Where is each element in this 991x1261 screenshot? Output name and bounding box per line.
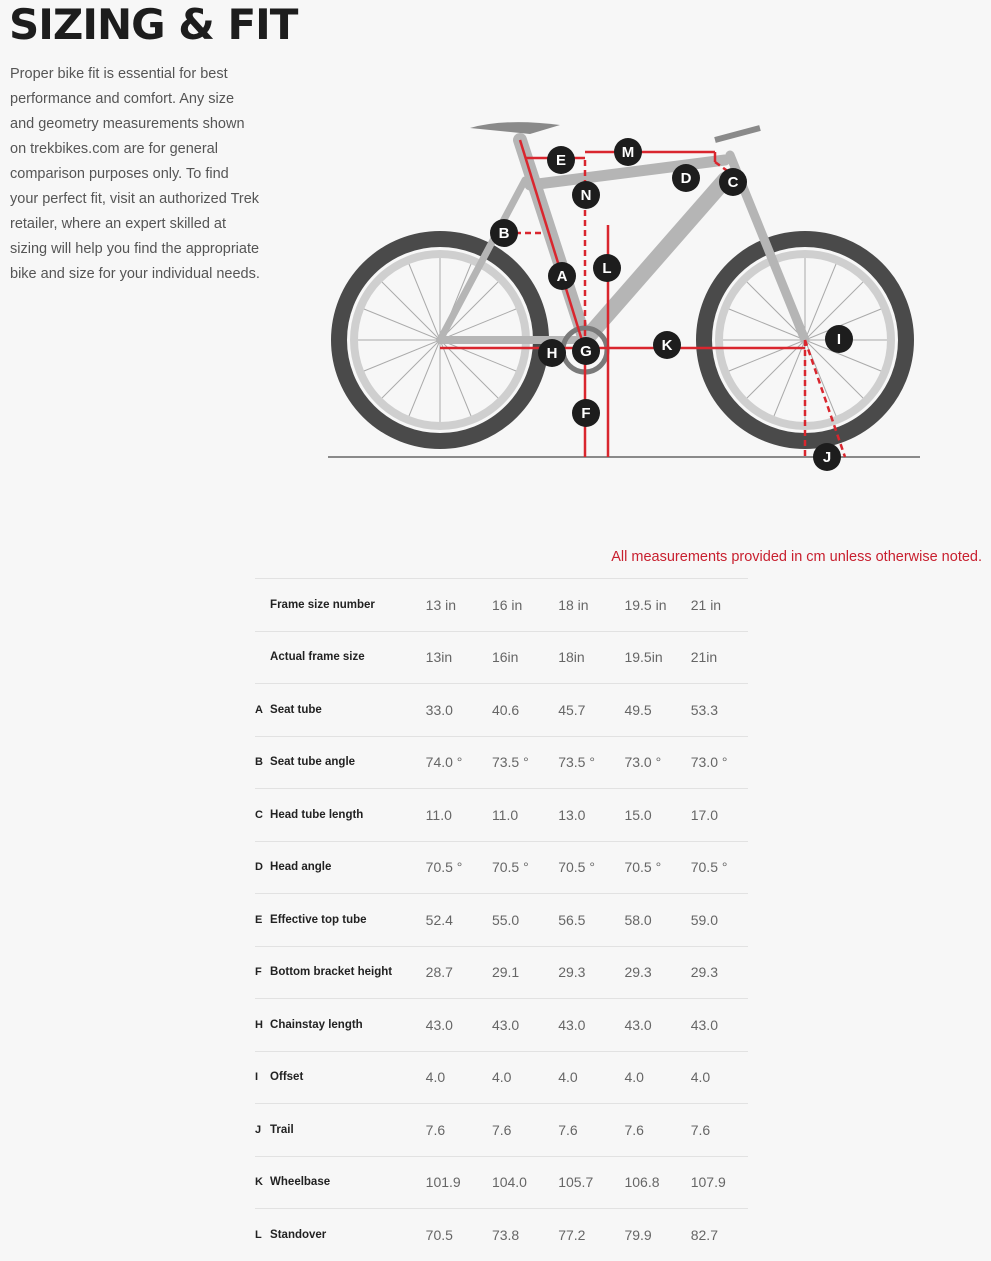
svg-text:B: B bbox=[498, 225, 510, 242]
geometry-value: 45.7 bbox=[558, 684, 624, 737]
geometry-label: Effective top tube bbox=[270, 894, 426, 947]
geometry-value: 105.7 bbox=[558, 1156, 624, 1209]
marker-l bbox=[593, 254, 621, 282]
geometry-value: 7.6 bbox=[558, 1104, 624, 1157]
geometry-value: 70.5 ° bbox=[691, 841, 748, 894]
geometry-label: Offset bbox=[270, 1051, 426, 1104]
geometry-value: 29.3 bbox=[558, 946, 624, 999]
page-title: SIZING & FIT bbox=[9, 0, 298, 49]
marker-e bbox=[547, 146, 575, 174]
geometry-value: 70.5 ° bbox=[558, 841, 624, 894]
geometry-letter: E bbox=[255, 894, 270, 947]
geometry-value: 77.2 bbox=[558, 1209, 624, 1261]
geometry-letter: H bbox=[255, 999, 270, 1052]
marker-k bbox=[653, 331, 681, 359]
geometry-value: 43.0 bbox=[426, 999, 492, 1052]
geometry-value: 73.0 ° bbox=[691, 736, 748, 789]
geometry-value: 59.0 bbox=[691, 894, 748, 947]
geometry-value: 106.8 bbox=[624, 1156, 690, 1209]
saddle bbox=[470, 122, 560, 134]
geometry-value: 73.0 ° bbox=[624, 736, 690, 789]
geometry-value: 53.3 bbox=[691, 684, 748, 737]
geometry-row bbox=[255, 946, 748, 999]
svg-text:J: J bbox=[822, 449, 832, 466]
geometry-value: 33.0 bbox=[426, 684, 492, 737]
geometry-letter: A bbox=[255, 684, 270, 737]
geometry-letter: C bbox=[255, 789, 270, 842]
geometry-value: 73.5 ° bbox=[492, 736, 558, 789]
geometry-value: 11.0 bbox=[426, 789, 492, 842]
marker-m bbox=[614, 138, 642, 166]
geometry-row bbox=[255, 736, 748, 789]
geometry-letter: I bbox=[255, 1051, 270, 1104]
geometry-row bbox=[255, 1051, 748, 1104]
geometry-value: 104.0 bbox=[492, 1156, 558, 1209]
marker-a bbox=[548, 262, 576, 290]
geometry-label: Actual frame size bbox=[270, 631, 426, 684]
geometry-value: 43.0 bbox=[624, 999, 690, 1052]
geometry-value: 70.5 ° bbox=[624, 841, 690, 894]
geometry-value: 21 in bbox=[691, 579, 748, 632]
geometry-value: 28.7 bbox=[426, 946, 492, 999]
geometry-letter: F bbox=[255, 946, 270, 999]
geometry-value: 43.0 bbox=[558, 999, 624, 1052]
geometry-value: 70.5 bbox=[426, 1209, 492, 1261]
geometry-value: 40.6 bbox=[492, 684, 558, 737]
geometry-letter bbox=[255, 579, 270, 632]
marker-j bbox=[813, 443, 841, 471]
svg-text:F: F bbox=[581, 405, 591, 422]
marker-i bbox=[825, 325, 853, 353]
svg-text:A: A bbox=[556, 268, 568, 285]
geometry-value: 70.5 ° bbox=[426, 841, 492, 894]
svg-text:D: D bbox=[680, 170, 692, 187]
geometry-value: 101.9 bbox=[426, 1156, 492, 1209]
svg-text:I: I bbox=[836, 331, 842, 348]
geometry-value: 52.4 bbox=[426, 894, 492, 947]
svg-text:L: L bbox=[602, 260, 612, 277]
geometry-table bbox=[255, 578, 748, 1261]
marker-d bbox=[672, 164, 700, 192]
geometry-value: 82.7 bbox=[691, 1209, 748, 1261]
handlebar bbox=[715, 128, 760, 140]
svg-text:K: K bbox=[661, 337, 673, 354]
geometry-value: 74.0 ° bbox=[426, 736, 492, 789]
geometry-value: 107.9 bbox=[691, 1156, 748, 1209]
geometry-label: Wheelbase bbox=[270, 1156, 426, 1209]
geometry-value: 18 in bbox=[558, 579, 624, 632]
geometry-value: 15.0 bbox=[624, 789, 690, 842]
geometry-label: Chainstay length bbox=[270, 999, 426, 1052]
geometry-letter: K bbox=[255, 1156, 270, 1209]
svg-text:E: E bbox=[555, 152, 567, 169]
geometry-value: 13in bbox=[426, 631, 492, 684]
geometry-row bbox=[255, 841, 748, 894]
geometry-row bbox=[255, 579, 748, 632]
svg-text:N: N bbox=[580, 187, 592, 204]
geometry-row bbox=[255, 789, 748, 842]
svg-text:H: H bbox=[546, 345, 558, 362]
bike-geometry-diagram bbox=[320, 100, 930, 475]
geometry-value: 13 in bbox=[426, 579, 492, 632]
geometry-letter: J bbox=[255, 1104, 270, 1157]
svg-text:G: G bbox=[580, 343, 592, 360]
geometry-letter: L bbox=[255, 1209, 270, 1261]
intro-text: Proper bike fit is essential for best performance and comfort. Any size and geometry measurements shown on trekbikes.com are for general comparison purposes only. To find your perfect fit, visit an authorized Trek retailer, where an expert skilled at sizing will help you find the appropriate bike and size for your individual needs. bbox=[10, 66, 260, 282]
marker-g bbox=[572, 337, 600, 365]
geometry-value: 7.6 bbox=[691, 1104, 748, 1157]
geometry-value: 16 in bbox=[492, 579, 558, 632]
geometry-value: 43.0 bbox=[691, 999, 748, 1052]
geometry-label: Head angle bbox=[270, 841, 426, 894]
svg-text:M: M bbox=[621, 144, 635, 161]
geometry-row bbox=[255, 1209, 748, 1261]
geometry-letter: D bbox=[255, 841, 270, 894]
geometry-row bbox=[255, 1104, 748, 1157]
geometry-label: Seat tube angle bbox=[270, 736, 426, 789]
marker-n bbox=[572, 181, 600, 209]
geometry-label: Trail bbox=[270, 1104, 426, 1157]
geometry-value: 29.3 bbox=[691, 946, 748, 999]
geometry-value: 7.6 bbox=[624, 1104, 690, 1157]
geometry-value: 4.0 bbox=[624, 1051, 690, 1104]
geometry-value: 7.6 bbox=[426, 1104, 492, 1157]
geometry-value: 19.5in bbox=[624, 631, 690, 684]
geometry-value: 29.1 bbox=[492, 946, 558, 999]
geometry-value: 19.5 in bbox=[624, 579, 690, 632]
geometry-row bbox=[255, 999, 748, 1052]
geometry-value: 18in bbox=[558, 631, 624, 684]
marker-f bbox=[572, 399, 600, 427]
marker-b bbox=[490, 219, 518, 247]
geometry-value: 13.0 bbox=[558, 789, 624, 842]
geometry-value: 43.0 bbox=[492, 999, 558, 1052]
geometry-value: 11.0 bbox=[492, 789, 558, 842]
geometry-value: 58.0 bbox=[624, 894, 690, 947]
geometry-value: 79.9 bbox=[624, 1209, 690, 1261]
geometry-row bbox=[255, 684, 748, 737]
geometry-label: Frame size number bbox=[270, 579, 426, 632]
geometry-label: Bottom bracket height bbox=[270, 946, 426, 999]
geometry-value: 56.5 bbox=[558, 894, 624, 947]
geometry-value: 55.0 bbox=[492, 894, 558, 947]
geometry-value: 4.0 bbox=[492, 1051, 558, 1104]
marker-h bbox=[538, 339, 566, 367]
geometry-value: 29.3 bbox=[624, 946, 690, 999]
marker-c bbox=[719, 168, 747, 196]
geometry-row bbox=[255, 894, 748, 947]
geometry-value: 49.5 bbox=[624, 684, 690, 737]
geometry-value: 73.5 ° bbox=[558, 736, 624, 789]
geometry-value: 4.0 bbox=[691, 1051, 748, 1104]
geometry-row bbox=[255, 1156, 748, 1209]
geometry-value: 73.8 bbox=[492, 1209, 558, 1261]
svg-text:C: C bbox=[727, 174, 739, 191]
measurement-units-note: All measurements provided in cm unless otherwise noted. bbox=[611, 549, 982, 565]
geometry-label: Seat tube bbox=[270, 684, 426, 737]
geometry-value: 21in bbox=[691, 631, 748, 684]
geometry-value: 7.6 bbox=[492, 1104, 558, 1157]
geometry-label: Head tube length bbox=[270, 789, 426, 842]
geometry-label: Standover bbox=[270, 1209, 426, 1261]
geometry-value: 4.0 bbox=[426, 1051, 492, 1104]
geometry-value: 17.0 bbox=[691, 789, 748, 842]
geometry-value: 4.0 bbox=[558, 1051, 624, 1104]
geometry-row bbox=[255, 631, 748, 684]
geometry-letter: B bbox=[255, 736, 270, 789]
geometry-value: 16in bbox=[492, 631, 558, 684]
geometry-value: 70.5 ° bbox=[492, 841, 558, 894]
geometry-letter bbox=[255, 631, 270, 684]
